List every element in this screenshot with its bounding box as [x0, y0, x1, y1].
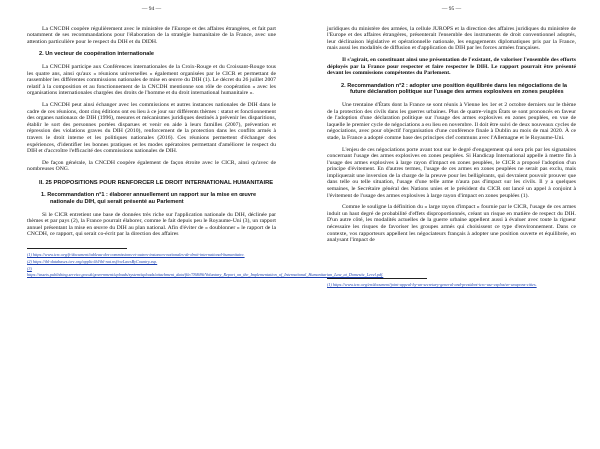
footnote-2 — [27, 259, 276, 264]
left-paragraph-3: La CNCDH peut ainsi échanger avec les commissions et autres instances nationales de DIH dans le cadre de ces réunions, dont cinq éditions ont eu lieu à ce jour sur différents thèmes : statut et fonctionnement des organes nationaux de DIH (1996), mesures et mécanismes juridiques destinés à prévenir les disparitions, établir le sort des personnes portées disparues et venir en aide à leurs familles (2007), prévention et répression des violations graves du DIH (2010), renforcement de la protection dans les conflits armés à travers le droit interne et les politiques nationales (2016). Ces réunions permettent d'échanger des expériences, d'identifier les bonnes pratiques et les modes opératoires permettant d'améliorer le respect du DIH et d'accroître l'efficacité des commissions nationales de DIH. — [27, 101, 276, 155]
footnote-divider-right — [327, 278, 427, 279]
right-paragraph-1: juridiques du ministère des armées, la cellule JUROPS et la direction des affaires juridiques du ministère de l'Europe et des affaires étrangères, présenterait l'ensemble des instruments de droit conventionnel adoptés, leur déclinaison législative et opérationnelle nationale, les engagements diplomatiques pris par la France, mais aussi les modalités de diffusion et d'application du DIH par les forces armées françaises. — [327, 25, 576, 52]
left-paragraph-4: De façon générale, la CNCDH coopère également de façon étroite avec le CICR, ainsi qu'avec de nombreuses ONG. — [27, 159, 276, 173]
left-page-number: — 94 — — [141, 6, 162, 12]
footnote-1 — [27, 252, 276, 257]
footnote-2-link[interactable]: (2) https://ihl-databases.icrc.org/applic/ihl/ihl-nat.nsf/vwLawsByCountry.xsp. — [27, 259, 158, 265]
right-page — [300, 0, 600, 449]
right-page-number: — 95 — — [441, 6, 462, 12]
section-heading-cooperation: 2. Un vecteur de coopération internationale — [39, 51, 155, 58]
left-paragraph-5: Si le CICR entretient une base de données très riche sur l'application nationale du DIH, déclinée par thèmes et par pays (2), la France pourrait élaborer, comme le fait depuis peu le Royaume-Uni (3), un rapport annuel présentant la mise en œuvre du DIH au plan national. Afin d'éviter de « doublonner » le rapport de la CNCDH, ce rapport, qui serait co-écrit par la direction des affaires — [27, 211, 276, 238]
right-paragraph-4: L'enjeu de ces négociations porte avant tout sur le degré d'engagement qui sera pris par les signataires concernant l'usage des armes explosives en zones peuplées. Si Handicap International appelle à mettre fin à l'usage des armes explosives à large rayon d'impact en zones peuplées, le CICR a proposé l'adoption d'un principe d'évitement. En d'autres termes, l'usage de ces armes en zones peuplées ne serait pas exclu, mais impliquerait une inversion de la charge de la preuve pour les belligérants, qui devraient pouvoir prouver que dans telle ou telle situation, l'usage d'une telle arme n'aura pas d'impact sur les civils. Il y a quelques semaines, le Secrétaire général des Nations unies et le président du CICR ont lancé un appel à conjoint à l'évitement de l'usage des armes explosives à large rayon d'impact en zones peuplées (1). — [327, 146, 576, 199]
right-paragraph-5: Comme le souligne la définition du « large rayon d'impact » fournie par le CICR, l'usage de ces armes induit un haut degré de probabilité d'effets disproportionnés, créant un risque en matière de respect du DIH. D'un autre côté, les modalités actuelles de la guerre urbaine appellent aussi à évaluer avec toute la rigueur nécessaire les risques de favoriser les groupes armés qui choisissent ce type d'environnement. Dans ce contexte, vos rapporteurs appellent les négociateurs français à adopter une position ouverte et équilibrée, en analysant l'impact de — [327, 204, 576, 244]
right-paragraph-3: Une trentaine d'États dont la France se sont réunis à Vienne les 1er et 2 octobre derniers sur le thème de la protection des civils dans les guerres urbaines. Plus de quatre-vingts États se sont prononcés en faveur de l'adoption d'une déclaration politique sur l'usage des armes explosives en zones peuplées, en vue de laquelle le premier cycle de négociations a eu lieu en novembre. Il doit être suivi de deux nouveaux cycles de négociations, avec pour objectif l'organisation d'une conférence finale à Dublin au mois de mai 2020. À ce stade, la France a adopté comme base des principes clef communs avec l'Allemagne et le Royaume-Uni. — [327, 101, 576, 141]
footnote-right-1-link[interactable]: (1) https://www.icrc.org/en/document/joint-appeal-by-un-secretary-general-and-president-icrc-use-explosive-weapons-cities. — [327, 281, 537, 287]
footnote-divider — [27, 248, 127, 249]
recommendation-2-heading: 2. Recommandation n°2 : adopter une position équilibrée dans les négociations de la future déclaration politique sur l'usage des armes explosives en zones peuplées — [341, 82, 568, 96]
footnote-1-link[interactable]: (1) https://www.icrc.org/fr/document/tableau-des-commissions-et-autres-instances-nationales-de-droit-international-humanitaire. — [27, 252, 245, 258]
footnote-right-1 — [327, 282, 576, 287]
section-heading-propositions: II. 25 PROPOSITIONS POUR RENFORCER LE DROIT INTERNATIONAL HUMANITAIRE — [39, 179, 274, 186]
left-paragraph-1: La CNCDH coopère régulièrement avec le ministère de l'Europe et des affaires étrangères, et fait part notamment de ses recommandations pour l'élaboration de la stratégie humanitaire de la France, avec une attention particulière pour le respect du DIH et du DIDH. — [27, 25, 276, 45]
footnote-3 — [27, 266, 384, 277]
recommendation-1-heading: 1. Recommandation n°1 : élaborer annuellement un rapport sur la mise en œuvre nationale du DIH, qui serait présenté au Parlement — [41, 192, 257, 206]
right-paragraph-2: Il s'agirait, en constituant ainsi une présentation de l'existant, de valoriser l'ensemble des efforts déployés par la France pour respecter et faire respecter le DIH. Le rapport pourrait être présenté devant les commissions compétentes du Parlement. — [327, 56, 576, 77]
left-paragraph-2: La CNCDH participe aux Conférences internationales de la Croix-Rouge et du Croissant-Rouge tous les quatre ans, ainsi qu'aux « réunions universelles » également organisées par le CICR et permettant de rassembler les différentes commissions nationales de mise en œuvre du DIH (1). Le décret du 26 juillet 2007 relatif à la composition et au fonctionnement de la CNCDH mentionne son rôle de coopération « avec les organisations internationales chargées des droits de l'homme et du droit international humanitaire ». — [27, 63, 276, 97]
footnote-3-link[interactable]: (3) https://assets.publishing.service.gov.uk/government/uploads/system/uploads/attachment_data/file/784696/Voluntary_Report_on_the_Implementation_of_International_Humanitarian_Law_at_Domestic_Level.pdf. — [27, 266, 384, 277]
